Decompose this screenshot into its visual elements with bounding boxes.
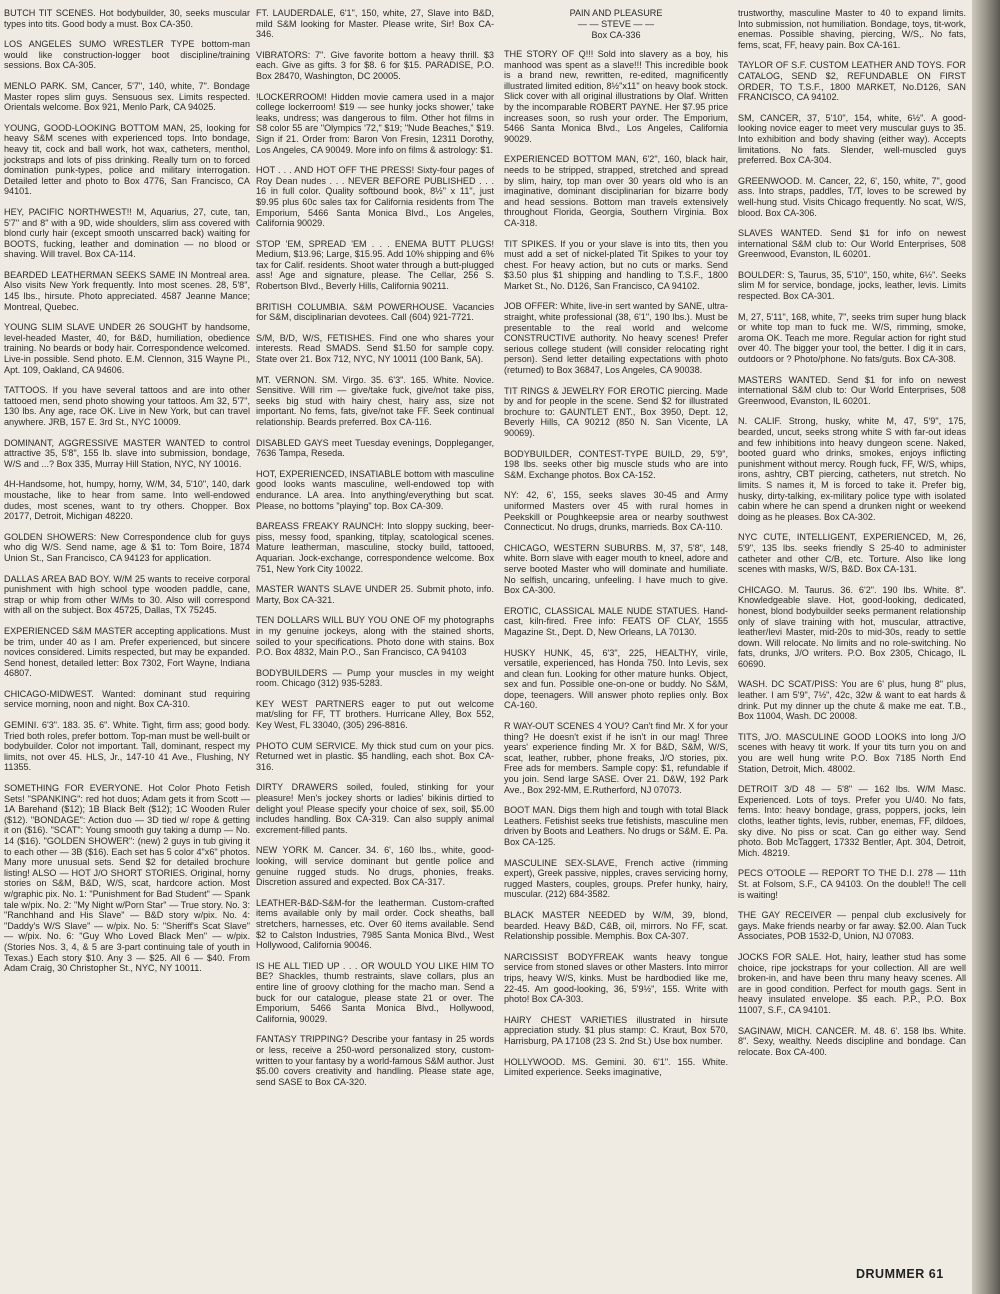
classified-ad: !LOCKERROOM! Hidden movie camera used in a major college lockerroom! $19 — see hunky jocks shower,' take leaks, undress; was dangerous to film. Other hot films in S8 color 55 are "Olympics '72," $19; "Nude Beaches," $19. Sign if 21. Order from: Baron Von Fresin, 12311 Dorothy, Los Angeles, CA 90049. More info on films & astrology: $1.: [256, 91, 494, 155]
classified-ad: EXPERIENCED BOTTOM MAN, 6'2", 160, black hair, needs to be stripped, strapped, stretched and spread by slim, hairy, top man over 30 years old who is an imaginative, dominant disciplinarian for bizarre body and head sessions. Bottom man travels extensively throughout Florida, Georgia, Southern Virginia. Box CA-318.: [504, 154, 728, 228]
classified-ad: EXPERIENCED S&M MASTER accepting applications. Must be trim, under 40 as I am. Prefer experienced, but sincere novices considered. Limits respected, but may be expanded. Send honest, detailed letter: Box 7302, Fort Wayne, Indiana 46807.: [4, 625, 250, 679]
classified-ad: VIBRATORS: 7". Give favorite bottom a heavy thrill. $3 each. Give as gifts. 3 for $8. 6 for $15. PARADISE, P.O. Box 28470, Washington, DC 20005.: [256, 49, 494, 81]
classified-ad: CHICAGO-MIDWEST. Wanted: dominant stud requiring service morning, noon and night. Box CA-310.: [4, 688, 250, 710]
classified-ad: YOUNG, GOOD-LOOKING BOTTOM MAN, 25, looking for heavy S&M scenes with experienced tops. Into bondage, heavy tit, cock and ball work, hot wax, catheters, menthol, jockstraps and lots of piss drinking. Really turn on to forced domination punk-types, police and military interrogation. Detailed letter and photo to Box 4776, San Francisco, CA 94101.: [4, 122, 250, 197]
classified-ad: TIT RINGS & JEWELRY FOR EROTIC piercing. Made by and for people in the scene. Send $2 for illustrated brochure to: GAUNTLET ENT., Box 3950, Dept. 12, Beverly Hills, CA 90212 (850 N. San Vicente, LA 90069).: [504, 385, 728, 438]
classified-ad: HOT, EXPERIENCED, INSATIABLE bottom with masculine good looks wants masculine, well-endowed top with endurance. LA area. Into anything/everything but scat. Please, no bottoms "playing" top. Box CA-309.: [256, 468, 494, 511]
column-3-header: [504, 8, 728, 41]
classified-ad: THE STORY OF Q!!! Sold into slavery as a boy, his manhood was spent as a slave!!! This incredible book is a brand new, rewritten, re-edited, magnificently illustrated limited edition, 8½"x11" on heavy book stock. Slick cover with all original illustrations by Olaf. Written by the incomparable ROBERT PAYNE. Her $7.95 price increases soon, so rush your order. The Emporium, 5466 Santa Monica Blvd., Los Angeles, California 90029.: [504, 49, 728, 144]
header-line: — — STEVE — —: [577, 19, 655, 29]
classified-ad: TITS, J/O. MASCULINE GOOD LOOKS into long J/O scenes with heavy tit work. If your tits turn you on and you are well hung write P.O. Box 7185 North End Station, Detroit, Mich. 48002.: [738, 731, 966, 774]
classified-ad: LEATHER-B&D-S&M-for the leatherman. Custom-crafted items available only by mail order. Cock sheaths, ball stretchers, harnesses, etc. Over 60 items available. Send $2 to Calston Industries, 7985 Santa Monica Blvd., West Hollywood, California 90046.: [256, 897, 494, 951]
classified-ad: MT. VERNON. SM. Virgo. 35. 6'3". 165. White. Novice. Sensitive. Will rim — give/take fuck, give/not take piss, seeks big stud with hairy chest, hairy ass, size not important. No fems, fats, give/not take FF. Seek continual relationship. Beards preferred. Box CA-116.: [256, 374, 494, 427]
classified-ad: JOB OFFER: White, live-in sert wanted by SANE, ultra-straight, white professional (38, 6'1", 190 lbs.). Must be presentable to the real world and welcome CONSTRUCTIVE authority. No heavy scenes! Prefer serious college student (will consider relocating right person). Send letter detailing expectations with photo (returned) to Box 36847, Los Angeles, CA 90038.: [504, 301, 728, 376]
classified-ad: GOLDEN SHOWERS: New Correspondence club for guys who dig W/S. Send name, age & $1 to: Tom Boire, 1874 Union St., San Francisco, CA 94123 for application.: [4, 531, 250, 563]
classified-ad: PECS O'TOOLE — REPORT TO THE D.I. 278 — 11th St. at Folsom, S.F., CA 94103. On the double!! The cell is waiting!: [738, 868, 966, 900]
classified-ad: BOOT MAN. Digs them high and tough with total Black Leathers. Fetishist seeks true fetishists, masculine men driven by Boots and Leathers. No drugs or S&M. E. Pa. Box CA-125.: [504, 805, 728, 847]
classified-ad: WASH. DC SCAT/PISS: You are 6' plus, hung 8" plus, leather. I am 5'9", 7½", 42c, 32w & want to eat hards & drink. Put my dinner up the chute & make me eat. T.B., Box 11004, Wash. DC 20008.: [738, 679, 966, 722]
classified-ad: THE GAY RECEIVER — penpal club exclusively for gays. Make friends nearby or far away. $2.00. Alan Tuck Associates, POB 1532-D, Union, NJ 07083.: [738, 910, 966, 942]
classified-ad: TEN DOLLARS WILL BUY YOU ONE OF my photographs in my genuine jockeys, along with the stained shorts, soiled to your specifications. Photo done with stains. Box P.O. Box 4832, Main P.O., San Francisco, CA 94103: [256, 615, 494, 658]
classified-ad: BODYBUILDER, CONTEST-TYPE BUILD, 29, 5'9", 198 lbs. seeks other big muscle studs who are into S&M. Exchange photos. Box CA-152.: [504, 448, 728, 480]
classified-ad: YOUNG SLIM SLAVE UNDER 26 SOUGHT by handsome, level-headed Master, 40, for B&D, humiliation, obedience training. No beards or body hair. Correspondence welcomed. Live-in possible. Send photo. E.M. Clennon, 315 Wayne Pl., Apt. 109, Oakland, CA 94606.: [4, 322, 250, 375]
classified-ad: BAREASS FREAKY RAUNCH: Into sloppy sucking, beer-piss, messy food, spanking, titplay, scatological scenes. Mature leatherman, masculine, stocky build, tattooed, Aquarian. Jock-exchange, correspondence welcome. Box 751, New York City 10022.: [256, 521, 494, 574]
classified-ad: STOP 'EM, SPREAD 'EM . . . ENEMA BUTT PLUGS! Medium, $13.96; Large, $15.95. Add 10% shipping and 6% tax for Calif. residents. Shoot water through a butt-plugged ass! Age and signature, please. The Cellar, 256 S. Robertson Blvd., Beverly Hills, California 90211.: [256, 238, 494, 292]
classified-ad: TIT SPIKES. If you or your slave is into tits, then you must add a set of nickel-plated Tit Spikes to your toy chest. For heavy action, but no cuts or marks. Send $3.50 plus $1 shipping and handling to T.S.F., 1800 Market St., No. D126, San Francisco, CA 94102.: [504, 238, 728, 291]
classified-ad: CHICAGO. M. Taurus. 36. 6'2". 190 lbs. White. 8". Knowledgeable slave. Hot, good-looking, dedicated, honest, blond bodybuilder seeks permanent relationship only of slave training with hot, muscular, attractive, leather/levi Master, mid-20s to mid-30s, ready to settle down. Will relocate. No limits and no role-switching. No fats, drunks, J/O writers. P.O. Box 2305, Chicago, IL 60690.: [738, 584, 966, 669]
classified-ad: KEY WEST PARTNERS eager to put out welcome mat/sling for FF, TT brothers. Hurricane Alley, Box 552, Key West, FL 33040, (305) 296-8816.: [256, 698, 494, 731]
classified-ad: NEW YORK M. Cancer. 34. 6', 160 lbs., white, good-looking, will service dominant but gentle police and genuine rugged studs. No drugs, phonies, freaks. Discretion assured and expected. Box CA-317.: [256, 845, 494, 888]
classified-ad: HOLLYWOOD. MS. Gemini. 30. 6'1". 155. White. Limited experience. Seeks imaginative,: [504, 1056, 728, 1078]
binding-edge: [972, 0, 1000, 1294]
classified-ad: GREENWOOD. M. Cancer, 22, 6', 150, white, 7", good ass. Into straps, paddles, T/T, loves to be screwed by well-hung stud. Visits Chicago frequently. No scat, W/S, blood. Box CA-306.: [738, 175, 966, 218]
classified-ad: BUTCH TIT SCENES. Hot bodybuilder, 30, seeks muscular types into tits. Good body a must. Box CA-350.: [4, 8, 250, 29]
classified-ad: SM, CANCER, 37, 5'10", 154, white, 6½". A good-looking novice eager to meet very muscular guys to 35. Into exhibition and body shaving (either way). Accepts limitations. No fats. Slender, well-muscled guys preferred. Box CA-304.: [738, 112, 966, 166]
classified-column-1: [4, 8, 250, 984]
classified-ad: DALLAS AREA BAD BOY. W/M 25 wants to receive corporal punishment with high school type wooden paddle, cane, strap or whip from other W/Ms to 30. Also will correspond with all on the subject. Box 45725, Dallas, TX 75245.: [4, 573, 250, 616]
classified-ad: IS HE ALL TIED UP . . . OR WOULD YOU LIKE HIM TO BE? Shackles, thumb restraints, slave collars, plus an entire line of groovy clothing for the macho man. Send a buck for our catalogue, please state 21 or over. The Emporium, 5466 Santa Monica Blvd., Hollywood, California, 90029.: [256, 960, 494, 1024]
classified-ad: MASTERS WANTED. Send $1 for info on newest international S&M club to: Our World Enterprises, 508 Greenwood, Evanston, IL 60201.: [738, 374, 966, 406]
classified-ad: BRITISH COLUMBIA. S&M POWERHOUSE. Vacancies for S&M, disciplinarian devotees. Call (604) 921-7721.: [256, 301, 494, 323]
classified-ad: 4H-Handsome, hot, humpy, horny, W/M, 34, 5'10", 140, dark moustache, like to hear from same. Into well-endowed dudes, most scenes, want to try others. Chopper. Box 20177, Detroit, Michigan 48220.: [4, 479, 250, 522]
classified-ad: BLACK MASTER NEEDED by W/M, 39, blond, bearded. Heavy B&D, C&B, oil, mirrors. No FF, scat. Relationship possible. Memphis. Box CA-307.: [504, 909, 728, 942]
classified-ad: M, 27, 5'11", 168, white, 7", seeks trim super hung black or white top man to fuck me. W/S, rimming, smoke, aroma OK. Teach me more. Regular action for right stud over 40. The bigger your tool, the better. I dig it in cars, outdoors or ? Photo/phone. No fats/guts. Box CA-308.: [738, 311, 966, 365]
column-3-ads: [504, 49, 728, 1078]
classified-ad: MENLO PARK. SM, Cancer, 5'7", 140, white, 7". Bondage Master ropes slim guys. Sensuous sex. Limits respected. Orientals welcome. Box 921, Menlo Park, CA 94025.: [4, 80, 250, 113]
classified-ad: JOCKS FOR SALE. Hot, hairy, leather stud has some choice, ripe jockstraps for your collection. All are well broken-in, and have been thru many heavy scenes. All are in good condition. Perfect for mouth gags. Sent in heavy insulated envelope. $5 each. P.P., P.O. Box 11007, S.F., CA 94101.: [738, 951, 966, 1015]
classified-ad: GEMINI. 6'3". 183. 35. 6". White. Tight, firm ass; good body. Tried both roles, prefer bottom. Top-man must be well-built or bodybuilder. Color not important. Tall, dominant, respect my limits, not over 45. HLS, Jr., 147-10 41 Ave., Flushing, NY 11355.: [4, 720, 250, 773]
classified-ad: NY: 42, 6', 155, seeks slaves 30-45 and Army uniformed Masters over 45 with rural homes in Peekskill or Poughkeepsie area or nearby southwest Connecticut. No drugs, drunks, marrieds. Box CA-110.: [504, 490, 728, 533]
classified-ad: LOS ANGELES SUMO WRESTLER TYPE bottom-man would like construction-logger boot discipline/training sessions. Box CA-305.: [4, 39, 250, 71]
classified-ad: BOULDER: S, Taurus, 35, 5'10", 150, white, 6½". Seeks slim M for service, bondage, jocks, leather, levis. Limits respected. Box CA-301.: [738, 269, 966, 302]
classified-ad: MASTER WANTS SLAVE UNDER 25. Submit photo, info. Marty, Box CA-321.: [256, 584, 494, 605]
classified-ad: BEARDED LEATHERMAN SEEKS SAME IN Montreal area. Also visits New York frequently. Into most scenes. 28, 5'8", 145 lbs., hirsute. Photo appreciated. 4587 Jeanne Mance; Montreal, Quebec.: [4, 269, 250, 312]
classified-ad: FT. LAUDERDALE, 6'1", 150, white, 27, Slave into B&D, mild S&M looking for Master. Please write, Sir! Box CA-346.: [256, 8, 494, 40]
classified-ad: CHICAGO, WESTERN SUBURBS. M, 37, 5'8", 148, white. Born slave with eager mouth to kneel, adore and serve booted Master who will dominate and humiliate. No selfish, uncaring, unfeeling. I have much to give. Box CA-300.: [504, 542, 728, 596]
classified-ad: NYC CUTE, INTELLIGENT, EXPERIENCED, M, 26, 5'9", 135 lbs. seeks friendly S 25-40 to administer catheter and other C/B, etc. Torture. Also like long scenes with masks, W/S, B&D. Box CA-131.: [738, 532, 966, 575]
classified-ad: HAIRY CHEST VARIETIES illustrated in hirsute appreciation study. $1 plus stamp: C. Kraut, Box 570, Harrisburg, PA 17108 (23 S. 2nd St.) Use box number.: [504, 1014, 728, 1046]
classified-ad: SAGINAW, MICH. CANCER. M. 48. 6'. 158 lbs. White. 8". Sexy, wealthy. Needs discipline and bondage. Can relocate. Box CA-400.: [738, 1025, 966, 1057]
classified-ad: R WAY-OUT SCENES 4 YOU? Can't find Mr. X for your thing? He doesn't exist if he isn't in our mag! Three years' experience finding Mr. X for B&D, S&M, W/S, scat, leather, rubber, phone freaks, J/O stories, pix. Free ads for members. Sample copy: $1, refundable if you join. Send large SASE. Over 21. D&W, 192 Park Ave., Box 292-MM, E.Rutherford, NJ 07073.: [504, 721, 728, 795]
classified-ad: MASCULINE SEX-SLAVE, French active (rimming expert), Greek passive, nipples, craves servicing horny, rugged Masters, couples, groups. Prefer hunky, hairy, muscular. (212) 684-3582.: [504, 857, 728, 900]
classified-ad: N. CALIF. Strong, husky, white M, 47, 5'9", 175, bearded, uncut, seeks strong white S with far-out ideas and few inhibitions into heavy dungeon scene. Naked, booted guard who drinks, smokes, enjoys inflicting punishment without mercy. Rough fuck, FF, W/S, whips, irons, ashtry, CBT piercing, catheters, nut stretch. No limits. S names it, M is forced to take it. Prefer big, husky, dirty-talking, ex-military police type with isolated cabin where he can spend a drunken night or weekend doing as he pleases. Box CA-302.: [738, 416, 966, 522]
classified-ad: SLAVES WANTED. Send $1 for info on newest international S&M club to: Our World Enterprises, 508 Greenwood, Evanston, IL 60201.: [738, 228, 966, 260]
classified-ad: NARCISSIST BODYFREAK wants heavy tongue service from stoned slaves or other Masters. Into mirror trips, heavy W/S, kinks. Must be hardbodied like me, 22-45. Am good-looking, 36, 5'9½", 155. Write with photo! Box CA-303.: [504, 951, 728, 1005]
classified-ad: DISABLED GAYS meet Tuesday evenings, Doppleganger, 7636 Tampa, Reseda.: [256, 437, 494, 459]
classified-ad: DIRTY DRAWERS soiled, fouled, stinking for your pleasure! Men's jockey shorts or ladies' bikinis dirtied to delight you! Please specify your choice of sex, soil, $5.00 includes handling. Box CA-319. Can also supply animal excrement-filled pants.: [256, 782, 494, 835]
classified-ad: HOT . . . AND HOT OFF THE PRESS! Sixty-four pages of Roy Dean nudes . . . NEVER BEFORE PUBLISHED . . . 16 in full color. Quality softbound book, 8½" x 11", just $9.95 plus 60c sales tax for California residents from The Emporium, 5466 Santa Monica Blvd., Los Angeles, California 90029.: [256, 165, 494, 229]
classified-ad: SOMETHING FOR EVERYONE. Hot Color Photo Fetish Sets! "SPANKING": red hot duos; Adam gets it from Scott — 1A Barehand ($12); 1B Black Belt ($12); 1C Wooden Ruler ($12). "BONDAGE": Action duo — 3D tied w/ rope & getting it on ($16). "SCAT": Young smooth guy taking a dump — No. 14 ($16). "GOLDEN SHOWER": (new) 2 guys in tub giving it to each other — 3B ($16). Each set has 5 color 4"x6" photos. Many more unusual sets. Send $2 for detailed brochure listing! ALSO — HOT J/O SHORT STORIES. Original, horny stories on S&M, B&D, W/S, scat, hardcore action. Most w/graphic pix. No. 1: "Punishment for Bad Student" — Spank tale w/pix. No. 2: "My Night w/Porn Star" — True story. No. 3: "Ranchhand and His Slave" — B&D story w/pix. No. 4: "Daddy's W/S Slave" — w/pix. No. 5: "Sheriff's Scat Slave" — w/pix. No. 6: "Guy Who Loved Black Men" — w/pix. (Stories Nos. 3, 4, & 5 are 3-part continuing tale of youth in Texas.) Each story $10. Any 3 — $25. All 6 — $40. From Adam Craig, 30 Christopher St., NYC, NY 10011.: [4, 783, 250, 974]
page-footer: DRUMMER 61: [856, 1267, 944, 1281]
classified-column-2: [256, 8, 494, 1097]
header-line: Box CA-336: [591, 30, 641, 40]
classified-ad: FANTASY TRIPPING? Describe your fantasy in 25 words or less, receive a 250-word personalized story, custom-written to your fantasy by a world-famous S&M author. Just $5.00 covers creativity and handling. Please state age, send SASE to Box CA-320.: [256, 1034, 494, 1087]
classified-ad: BODYBUILDERS — Pump your muscles in my weight room. Chicago (312) 935-5283.: [256, 667, 494, 689]
classified-ad: DOMINANT, AGGRESSIVE MASTER WANTED to control attractive 35, 5'8", 155 lb. slave into submission, bondage, W/S and ...? Box 335, Murray Hill Station, NYC, NY 10016.: [4, 437, 250, 469]
classified-ad: DETROIT 3/D 48 — 5'8" — 162 lbs. W/M Masc. Experienced. Lots of toys. Prefer you U/40. No fats, fems. Into: heavy bondage, grass, poppers, jocks, lein cloths, leather tights, levis, rubber, enemas, FF, dildoes, sky dive. No piss or scat. Can go either way. Send photo. Bob McTaggert, 17332 Bentler, Apt. 304, Detroit, Mich. 48219.: [738, 784, 966, 858]
classified-ad: TAYLOR OF S.F. CUSTOM LEATHER AND TOYS. FOR CATALOG, SEND $2, REFUNDABLE ON FIRST ORDER, TO T.S.F., 1800 MARKET, No.D126, SAN FRANCISCO, CA 94102.: [738, 60, 966, 103]
header-line: PAIN AND PLEASURE: [569, 8, 663, 18]
classified-ad: EROTIC, CLASSICAL MALE NUDE STATUES. Hand-cast, kiln-fired. Free info: FEATS OF CLAY, 1555 Magazine St., Dept. D, New Orleans, LA 70130.: [504, 605, 728, 637]
classified-ad: HUSKY HUNK, 45, 6'3", 225, HEALTHY, virile, versatile, experienced, has Honda 750. Into Levis, sex and clean fun. Looking for other mature hunks. Object, sex and fun. Possible one-on-one or buddy. No S&M, dope, teenagers. Will answer photo replies only. Box CA-160.: [504, 647, 728, 711]
classified-column-4: [738, 8, 966, 1067]
classified-ad: TATTOOS. If you have several tattoos and are into other tattooed men, send photo showing your tattoos. Am 32, 5'7", 130 lbs. Any age, race OK. Live in New York, but can travel anywhere. JRB, 157 E. 3rd St., NYC 10009.: [4, 385, 250, 427]
classified-ad: trustworthy, masculine Master to 40 to expand limits. Into submission, not humiliation. Bondage, toys, tit-work, enemas. Possible shaving, piercing, W/S,. No fats, fems, scat, FF, heavy pain. Box CA-161.: [738, 8, 966, 50]
classified-column-3: [504, 8, 728, 1088]
classified-ad: PHOTO CUM SERVICE. My thick stud cum on your pics. Returned wet in plastic. $5 handling, each shot. Box CA-316.: [256, 740, 494, 772]
classified-ad: HEY, PACIFIC NORTHWEST!! M, Aquarius, 27, cute, tan, 5'7" and 8" with a 9D, wide shoulders, slim ass covered with blond curly hair (except smooth unscarred back) waiting for BOOTS, fucking, leather and domination — no blood or shaving. Will travel. Box CA-114.: [4, 206, 250, 260]
classified-ad: S/M, B/D, W/S, FETISHES. Find one who shares your interests. Read SMADS. Send $1.50 for sample copy. State over 21. Box 712, NYC, NY 10011 (100 Bank, 5A).: [256, 332, 494, 365]
